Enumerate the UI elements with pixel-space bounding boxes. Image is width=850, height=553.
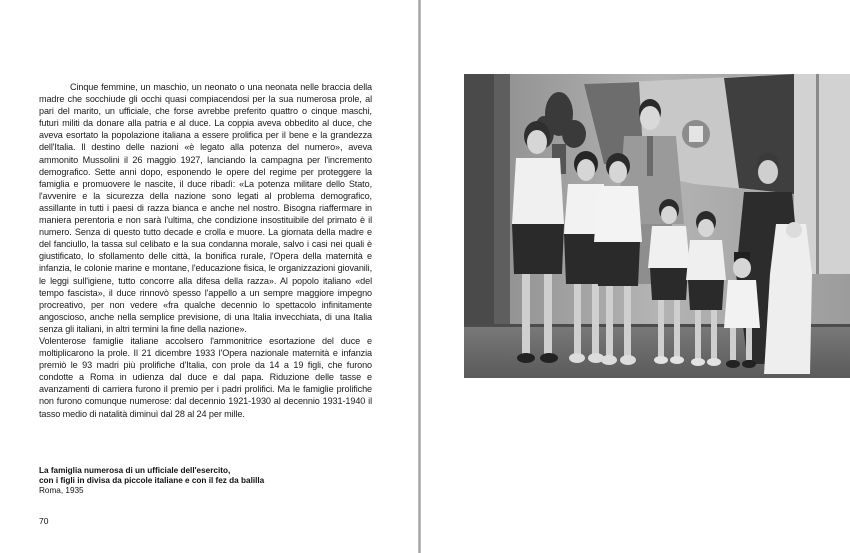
body-text: [39, 81, 372, 420]
caption-line-2: con i figli in divisa da piccole italiane e con il fez da balilla: [39, 476, 265, 485]
paragraph-1: Cinque femmine, un maschio, un neonato o una neonata nelle braccia della madre che socchiude gli occhi quasi compiacendosi per la sua numerosa prole, al pari del marito, un ufficiale, che forse avrebbe preferito quattro o cinque maschi, futuri militi da donare alla patria e al duce. La coppia aveva obbedito al duce, che aveva esortato la popolazione italiana a essere prolifica per il bene e la grandezza dell'Italia. Il destino delle nazioni «è legato alla potenza del numero», aveva ammonito Mussolini il 26 maggio 1927, lanciando la campagna per l'incremento demografico. Sette anni dopo, esponendo le opere del regime per proteggere la famiglia e promuovere le nascite, il duce ribadì: «La potenza militare dello Stato, l'avvenire e la sicurezza della nazione sono legati al problema demografico, assillante in tutti i paesi di razza bianca e anche nel nostro. Bisogna riaffermare in maniera perentoria e non sarà l'ultima, che condizione insostituibile del primato è il numero. Senza di questo tutto decade e crolla e muore. La giornata della madre e del fanciullo, la tassa sul celibato e la sua condanna morale, salvo i casi nei quali è giustificato, lo sfollamento delle città, la bonifica rurale, l'Opera della maternità e infanzia, le colonie marine e montane, l'educazione fisica, le organizzazioni giovanili, le leggi sull'igiene, tutto concorre alla difesa della razza». Al popolo italiano «del tempo fascista», il duce rinnovò spesso l'appello a un sempre maggiore impegno procreativo, per non vedere «fra qualche decennio lo spettacolo infinitamente angoscioso, anche nella semplice previsione, di una Italia invecchiata, di una Italia senza gli italiani, in altri termini la fine della nazione».: [39, 82, 372, 334]
page-number: 70: [39, 516, 49, 526]
photo-illustration: [464, 74, 850, 378]
paragraph-2: Volenterose famiglie italiane accolsero l'ammonitrice esortazione del duce e moltiplicarono la prole. Il 21 dicembre 1933 l'Opera nazionale maternità e infanzia premiò le 93 madri più prolifiche d'Italia, con prole da 14 a 19 figli, che furono condotte a Roma in udienza dal duce e dal papa. Riduzione delle tasse e avanzamenti di carriera furono il premio per i padri prolifici. Ma le famiglie prolifiche non furono comunque numerose: dal decennio 1921-1930 al decennio 1931-1940 il tasso medio di natalità diminuì dal 28 al 24 per mille.: [39, 335, 372, 419]
photo-caption: [39, 466, 299, 496]
caption-line-1: La famiglia numerosa di un ufficiale dell'esercito,: [39, 466, 231, 475]
caption-place-date: Roma, 1935: [39, 486, 84, 495]
family-photograph: [464, 74, 850, 378]
left-page: [0, 0, 418, 553]
